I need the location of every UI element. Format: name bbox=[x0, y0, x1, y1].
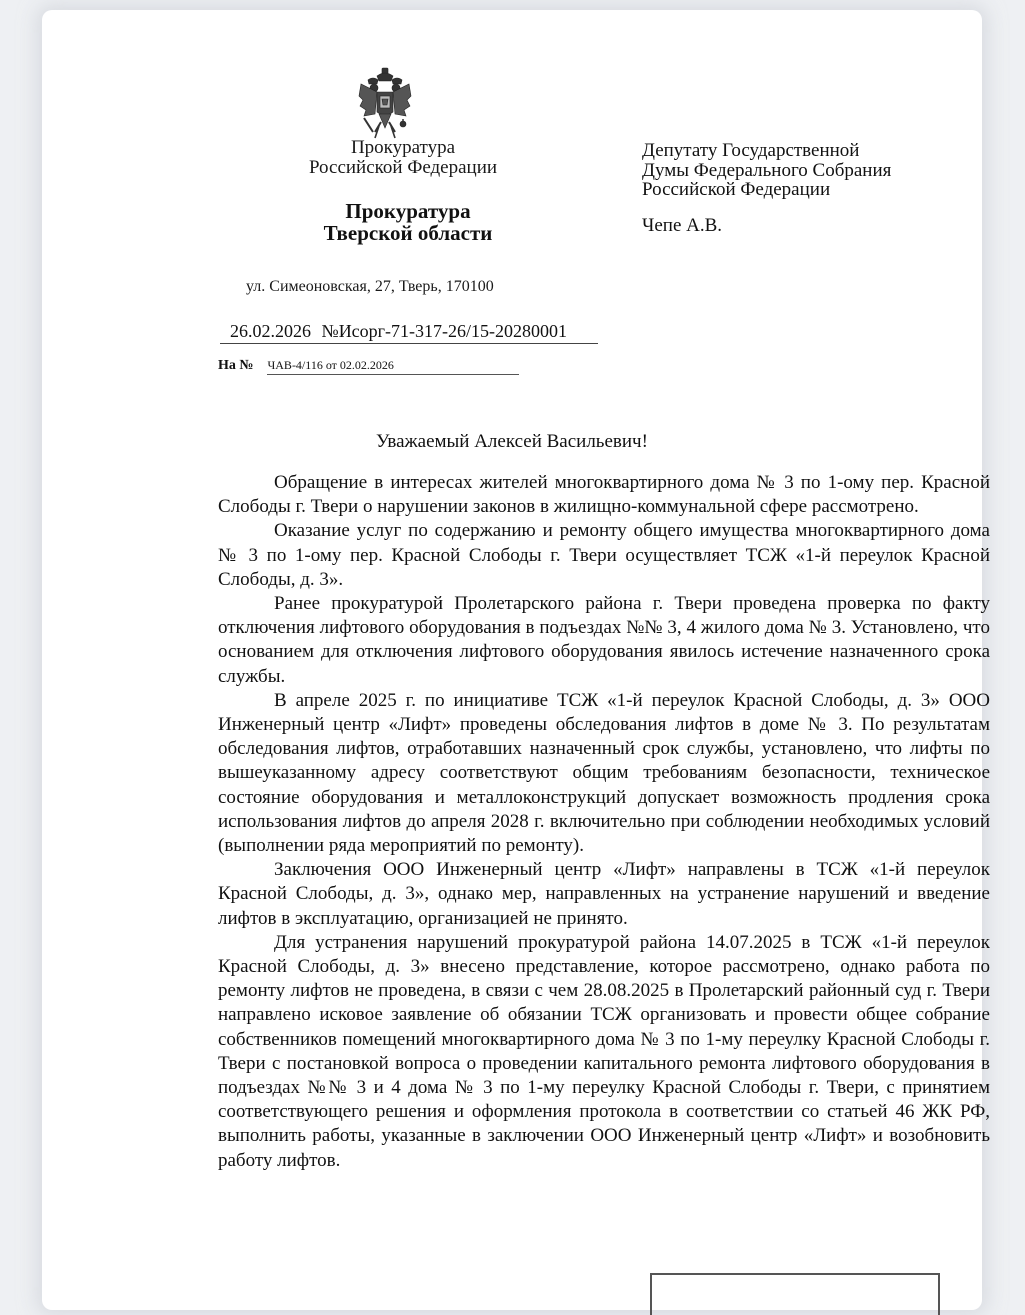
org-office-line-2: Тверской области bbox=[323, 221, 493, 245]
paragraph: Для устранения нарушений прокуратурой района 14.07.2025 в ТСЖ «1-й переулок Красной Слободы, д. 3» внесено представление, которое рассмотрено, однако работа по ремонту лифтов не проведена, в связи с чем 28.08.2025 в Пролетарский районный суд г. Твери направлено исковое заявление об обязании ТСЖ организовать и провести общее собрание собственников помещений многоквартирного дома № 3 по 1-му переулку Красной Слободы г. Твери с постановкой вопроса о проведении капитального ремонта лифтового оборудования в подъездах №№ 3 и 4 дома № 3 по 1-му переулку Красной Слободы г. Твери, с принятием соответствующего решения и оформления протокола в соответствии со статьей 46 ЖК РФ, выполнить работы, указанные в заключении ООО Инженерный центр «Лифт» и возобновить работу лифтов. bbox=[218, 931, 990, 1171]
recipient-line-3: Российской Федерации bbox=[642, 179, 831, 200]
recipient-name: Чепе А.В. bbox=[642, 215, 723, 236]
reference-line bbox=[218, 358, 519, 375]
document-page bbox=[42, 10, 990, 1310]
org-name-line-2: Российской Федерации bbox=[308, 157, 498, 178]
org-name-line-1: Прокуратура bbox=[350, 137, 456, 158]
org-address: ул. Симеоновская, 27, Тверь, 170100 bbox=[246, 278, 494, 295]
signature-stamp-box bbox=[650, 1273, 940, 1315]
salutation: Уважаемый Алексей Васильевич! bbox=[376, 431, 648, 452]
org-office-line-1: Прокуратура bbox=[345, 199, 471, 223]
document-number: Исорг-71-317-26/15-20280001 bbox=[338, 321, 568, 341]
reference-label: На № bbox=[218, 358, 254, 373]
reference-value: ЧАВ-4/116 от 02.02.2026 bbox=[267, 358, 519, 375]
recipient-line-1: Депутату Государственной bbox=[642, 140, 860, 161]
paragraph: Ранее прокуратурой Пролетарского района г. Твери проведена проверка по факту отключения лифтового оборудования в подъездах №№ 3, 4 жилого дома № 3. Установлено, что основанием для отключения лифтового оборудования явилось истечение назначенного срока службы. bbox=[218, 593, 990, 687]
recipient-line-2: Думы Федерального Собрания bbox=[642, 159, 892, 181]
document-date: 26.02.2026 bbox=[230, 321, 311, 341]
recipient-block bbox=[642, 141, 891, 200]
paragraph: Оказание услуг по содержанию и ремонту общего имущества многоквартирного дома № 3 по 1-ому пер. Красной Слободы г. Твери осуществляет ТСЖ «1-й переулок Красной Слободы, д. 3». bbox=[218, 520, 990, 590]
paragraph: Заключения ООО Инженерный центр «Лифт» направлены в ТСЖ «1-й переулок Красной Слободы, д. 3», однако мер, направленных на устранение нарушений и введение лифтов в эксплуатацию, организацией не принято. bbox=[218, 859, 990, 929]
paragraph: В апреле 2025 г. по инициативе ТСЖ «1-й переулок Красной Слободы, д. 3» ООО Инженерный центр «Лифт» проведены обследования лифтов в доме № 3. По результатам обследования лифтов, отработавших назначенный срок службы, установлено, что лифты по вышеуказанному адресу соответствуют общим требованиям безопасности, техническое состояние оборудования и металлоконструкций допускает возможность продления срока использования лифтов до апреля 2028 г. включительно при соблюдении необходимых условий (выполнении ряда мероприятий по ремонту). bbox=[218, 689, 990, 857]
registration-number bbox=[220, 321, 598, 344]
letter-body bbox=[218, 471, 990, 1173]
russian-coat-of-arms-icon bbox=[355, 66, 415, 144]
number-label: № bbox=[321, 321, 339, 341]
paragraph: Обращение в интересах жителей многоквартирного дома № 3 по 1-ому пер. Красной Слободы г. Твери о нарушении законов в жилищно-коммунальной сфере рассмотрено. bbox=[218, 472, 990, 518]
